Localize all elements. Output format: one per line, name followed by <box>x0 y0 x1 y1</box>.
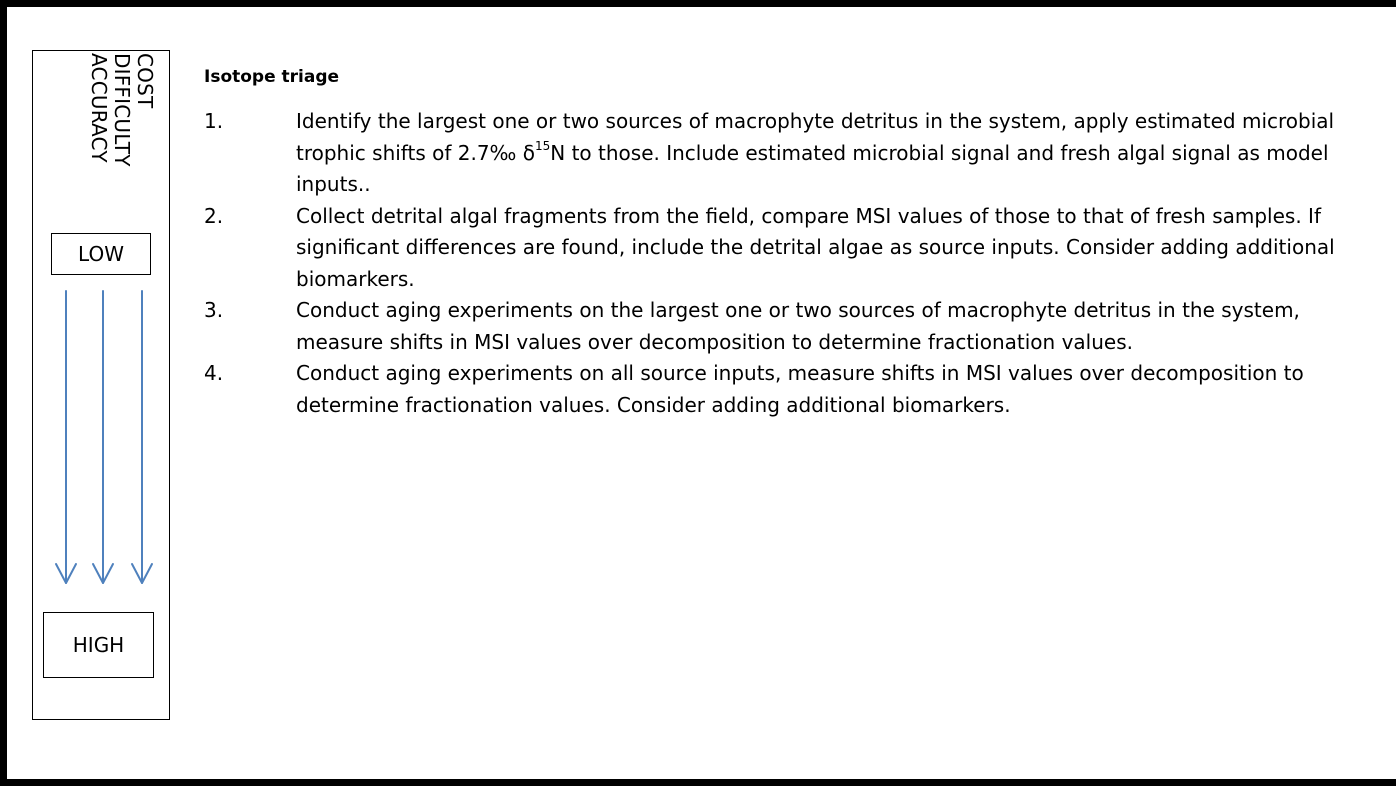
triage-content <box>204 66 1384 421</box>
step-number: 1. <box>204 109 224 133</box>
step-number: 4. <box>204 361 224 385</box>
triage-step-3 <box>204 295 1384 358</box>
step-text-before: Identify the largest one or two sources of macrophyte detritus in the system, apply estimated microbial trophic shifts of 2.7‰ δ <box>296 109 1335 165</box>
triage-step-4 <box>204 358 1384 421</box>
step-number: 2. <box>204 203 224 228</box>
isotope-superscript: 15 <box>534 138 551 153</box>
triage-step-2 <box>204 201 1384 296</box>
down-arrow-icon <box>56 291 76 583</box>
arrow-head <box>56 564 76 583</box>
low-level-label: LOW <box>78 242 124 266</box>
high-level-label: HIGH <box>72 633 125 657</box>
arrow-head <box>93 564 113 583</box>
low-level-box <box>51 233 151 275</box>
high-level-box <box>43 612 154 678</box>
scale-panel <box>32 50 170 720</box>
step-text: Conduct aging experiments on all source inputs, measure shifts in MSI values over decomposition to determine fractionation values. Consider adding additional biomarkers. <box>296 361 1304 417</box>
down-arrow-icon <box>93 291 113 583</box>
triage-step-1 <box>204 106 1384 201</box>
step-text: Conduct aging experiments on the largest one or two sources of macrophyte detritus in the system, measure shifts in MSI values over decomposition to determine fractionation values. <box>296 298 1300 354</box>
triage-title: Isotope triage <box>204 67 340 87</box>
step-text-after: N to those. Include estimated microbial signal and fresh algal signal as model inputs.. <box>296 140 1329 196</box>
step-text: Collect detrital algal fragments from the field, compare MSI values of those to that of fresh samples. If significant differences are found, include the detrital algae as source inputs. Consider adding additional biomarkers. <box>296 203 1335 291</box>
accuracy-label: ACCURACY <box>87 53 111 163</box>
difficulty-label: DIFFICULTY <box>110 53 134 167</box>
arrow-head <box>132 564 152 583</box>
step-number: 3. <box>204 298 224 322</box>
cost-label: COST <box>133 53 157 109</box>
down-arrow-icon <box>132 291 152 583</box>
step-text <box>296 106 1384 201</box>
